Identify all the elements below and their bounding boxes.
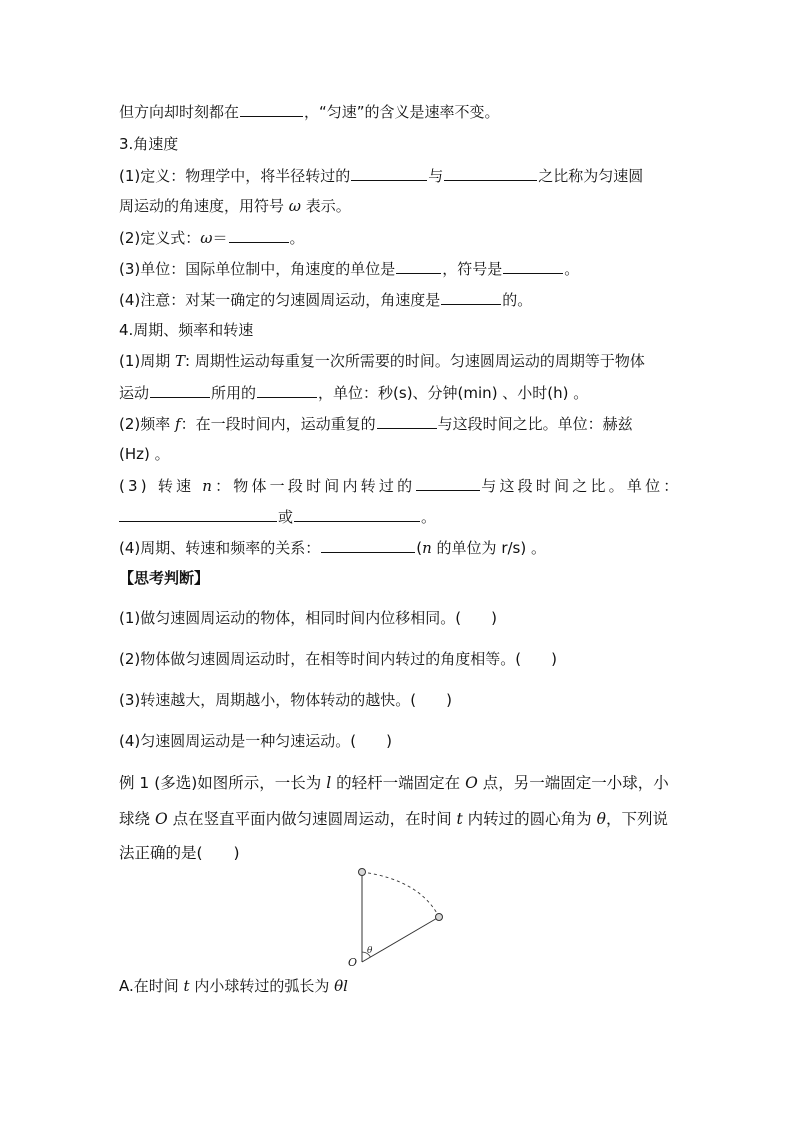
text: 之比称为匀速圆 <box>538 167 644 185</box>
text: ，单位：秒(s)、分钟(min) 、小时(h) 。 <box>318 384 589 402</box>
symbol: ω <box>288 197 302 215</box>
text: (2)定义式： <box>119 229 201 247</box>
fill-blank[interactable] <box>229 227 289 243</box>
fill-blank[interactable] <box>377 413 437 429</box>
text: ，符号是 <box>442 260 503 278</box>
text: ＝ <box>212 229 228 247</box>
judgment-item: (1)做匀速圆周运动的物体，相同时间内位移相同。( ) <box>119 609 497 627</box>
text: 。 <box>289 229 305 247</box>
symbol: θ <box>596 810 606 828</box>
symbol: n <box>422 539 432 557</box>
text-line <box>119 227 305 248</box>
text-line <box>119 444 170 464</box>
text: 。 <box>421 508 437 526</box>
symbol: n <box>202 477 216 495</box>
text: 与这段时间之比。单位： <box>481 477 682 495</box>
text: 运动 <box>119 384 150 402</box>
text: 的。 <box>502 291 533 309</box>
option-a <box>119 976 348 996</box>
fill-blank[interactable] <box>441 289 501 305</box>
text-line <box>119 475 681 496</box>
fill-blank[interactable] <box>257 382 317 398</box>
fill-blank[interactable] <box>444 165 537 181</box>
text: 但方向却时刻都在 <box>119 103 240 121</box>
text: (2)频率 <box>119 415 176 433</box>
text: 内转过的圆心角为 <box>462 810 597 828</box>
text-line <box>119 101 500 122</box>
symbol: O <box>154 810 168 828</box>
label-theta: θ <box>367 946 373 956</box>
text: 内小球转过的弧长为 <box>189 977 335 995</box>
symbol: T <box>175 352 186 370</box>
fill-blank[interactable] <box>240 101 303 117</box>
judgment-item: (3)转速越大，周期越小，物体转动的越快。( ) <box>119 691 452 709</box>
text-line <box>119 165 643 186</box>
text-line <box>119 506 436 527</box>
rod-rotation-figure <box>330 862 460 972</box>
text: (3)单位：国际单位制中，角速度的单位是 <box>119 260 396 278</box>
text: (1)周期 <box>119 352 176 370</box>
text: (1)定义：物理学中，将半径转过的 <box>119 167 351 185</box>
section-heading: 3.角速度 <box>119 135 179 153</box>
judgment-item: (2)物体做匀速圆周运动时，在相等时间内转过的角度相等。( ) <box>119 650 557 668</box>
text: (4)周期、转速和频率的关系： <box>119 539 321 557</box>
fill-blank[interactable] <box>503 258 563 274</box>
arc-path <box>362 872 439 917</box>
text-line <box>119 413 633 434</box>
symbol: f <box>175 415 181 433</box>
text-line <box>119 537 546 558</box>
text: 球绕 <box>119 810 155 828</box>
text: : 周期性运动每重复一次所需要的时间。匀速圆周运动的周期等于物体 <box>185 352 645 370</box>
text: ，下列说 <box>605 810 668 828</box>
text: ( <box>416 539 423 557</box>
fill-blank[interactable] <box>321 537 415 553</box>
text: (3) 转速 <box>119 477 203 495</box>
symbol: O <box>465 774 478 792</box>
ball-start <box>359 869 366 876</box>
text-line <box>119 289 532 310</box>
text-line <box>119 382 588 403</box>
text: A.在时间 <box>119 977 184 995</box>
fill-blank[interactable] <box>396 258 441 274</box>
text: ：在一段时间内，运动重复的 <box>180 415 376 433</box>
text: 。 <box>564 260 580 278</box>
fill-blank[interactable] <box>351 165 427 181</box>
text: 的轻杆一端固定在 <box>331 774 466 792</box>
text-line <box>119 351 645 371</box>
symbol: t <box>456 810 463 828</box>
judgment-item: (4)匀速圆周运动是一种匀速运动。( ) <box>119 732 392 750</box>
text: 所用的 <box>211 384 257 402</box>
example-line: 法正确的是( ) <box>119 844 240 862</box>
text: 或 <box>278 508 294 526</box>
symbol: t <box>183 977 190 995</box>
text: 周运动的角速度，用符号 <box>119 197 289 215</box>
symbol: θl <box>334 977 348 995</box>
rod-rotated <box>362 917 439 962</box>
example-line <box>119 809 668 829</box>
text: 点在竖直平面内做匀速圆周运动，在时间 <box>167 810 457 828</box>
fill-blank[interactable] <box>294 506 420 522</box>
text: (4)注意：对某一确定的匀速圆周运动，角速度是 <box>119 291 441 309</box>
section-heading: 【思考判断】 <box>119 569 210 587</box>
symbol: ω <box>200 229 213 247</box>
example-line <box>119 773 669 793</box>
text: ，“匀速”的含义是速率不变。 <box>304 103 500 121</box>
text-line <box>119 196 351 216</box>
symbol: l <box>326 774 332 792</box>
text: 例 1 (多选)如图所示，一长为 <box>119 774 327 792</box>
text: 与这段时间之比。单位：赫兹 <box>437 415 633 433</box>
fill-blank[interactable] <box>119 506 277 522</box>
text-line <box>119 258 579 279</box>
fill-blank[interactable] <box>416 475 480 491</box>
text: 表示。 <box>301 197 351 215</box>
ball-end <box>436 914 443 921</box>
fill-blank[interactable] <box>150 382 210 398</box>
text: 点，另一端固定一小球，小 <box>477 774 669 792</box>
label-o: O <box>348 956 358 969</box>
section-heading: 4.周期、频率和转速 <box>119 321 254 339</box>
text: (Hz) 。 <box>119 445 170 463</box>
text: ：物体一段时间内转过的 <box>215 477 416 495</box>
text: 的单位为 r/s) 。 <box>431 539 546 557</box>
text: 与 <box>428 167 444 185</box>
